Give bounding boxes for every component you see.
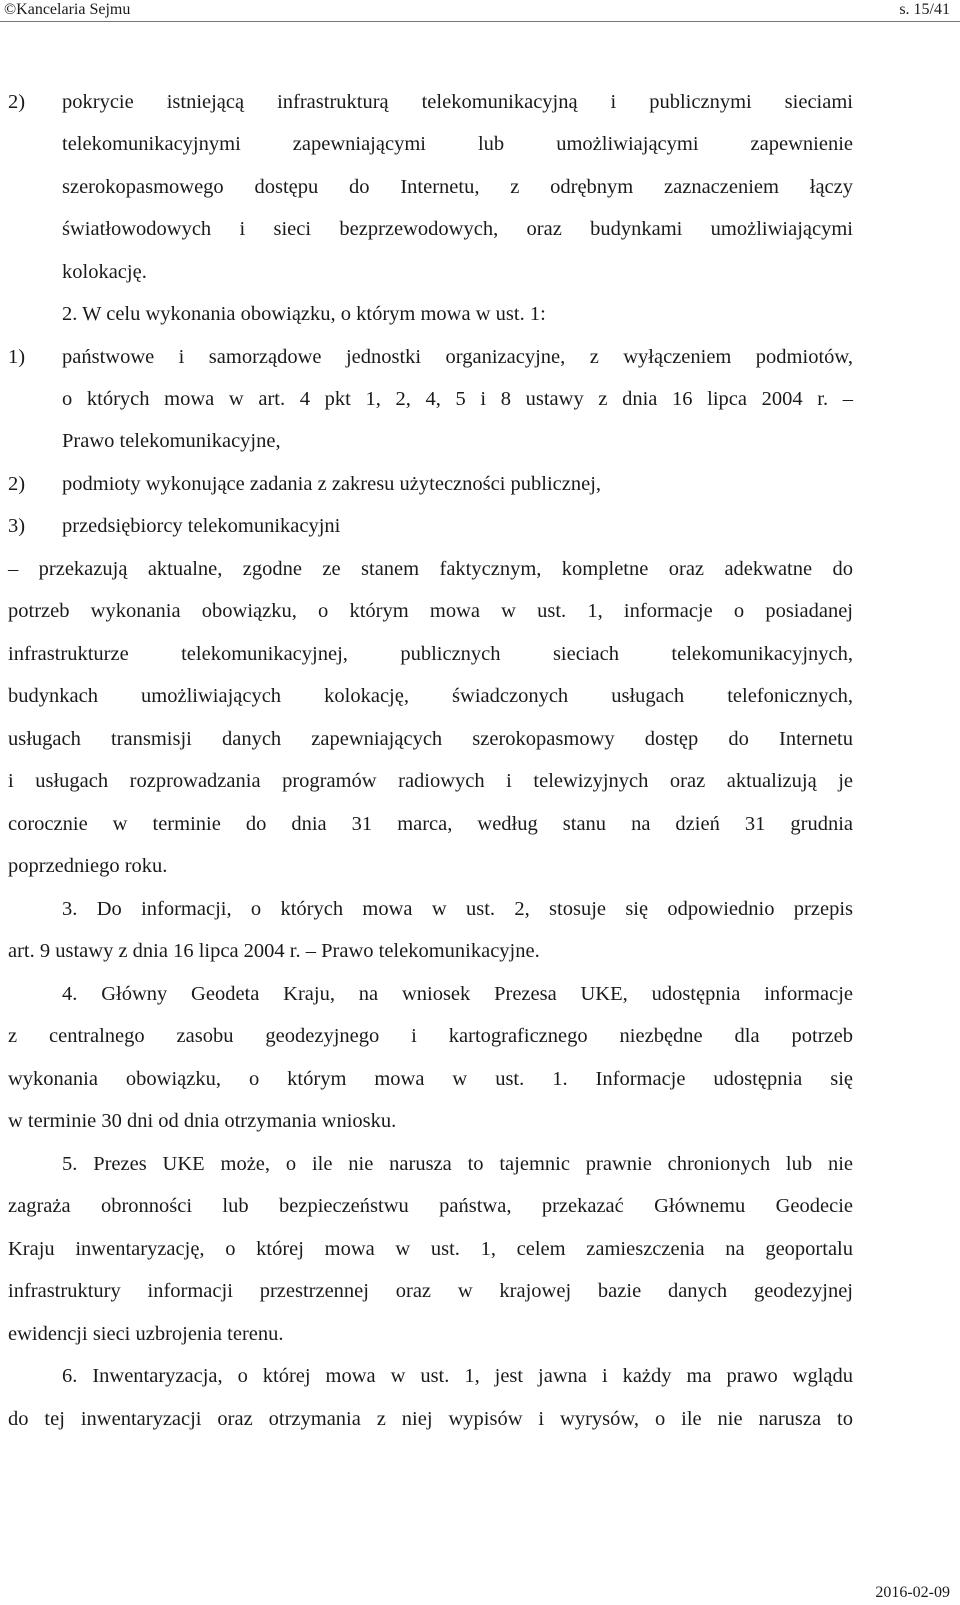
text-line: państwowe i samorządowe jednostki organizacyjne, z wyłączeniem podmiotów, (62, 346, 853, 368)
list-item-number: 2) (8, 473, 26, 495)
text-line: Kraju inwentaryzację, o której mowa w ust. 1, celem zamieszczenia na geoportalu (8, 1238, 853, 1260)
text-line: 5. Prezes UKE może, o ile nie narusza to tajemnic prawnie chronionych lub nie (62, 1153, 853, 1175)
text-line: kolokację. (62, 261, 147, 283)
header-page-number: s. 15/41 (899, 1, 950, 18)
footer-date: 2016-02-09 (875, 1584, 950, 1601)
text-line: do tej inwentaryzacji oraz otrzymania z niej wypisów i wyrysów, o ile nie narusza to (8, 1408, 853, 1430)
text-line: art. 9 ustawy z dnia 16 lipca 2004 r. – Prawo telekomunikacyjne. (8, 940, 540, 962)
text-line: 3. Do informacji, o których mowa w ust. 2, stosuje się odpowiednio przepis (62, 898, 853, 920)
text-line: o których mowa w art. 4 pkt 1, 2, 4, 5 i 8 ustawy z dnia 16 lipca 2004 r. – (62, 388, 853, 410)
text-line: infrastrukturze telekomunikacyjnej, publicznych sieciach telekomunikacyjnych, (8, 643, 853, 665)
list-item-number: 3) (8, 515, 26, 537)
text-line: 4. Główny Geodeta Kraju, na wniosek Prezesa UKE, udostępnia informacje (62, 983, 853, 1005)
text-line: i usługach rozprowadzania programów radiowych i telewizyjnych oraz aktualizują je (8, 770, 853, 792)
text-line: podmioty wykonujące zadania z zakresu użyteczności publicznej, (62, 473, 602, 495)
list-item-number: 1) (8, 346, 26, 368)
text-line: budynkach umożliwiających kolokację, świadczonych usługach telefonicznych, (8, 685, 853, 707)
text-line: 6. Inwentaryzacja, o której mowa w ust. 1, jest jawna i każdy ma prawo wglądu (62, 1365, 853, 1387)
text-line: wykonania obowiązku, o którym mowa w ust. 1. Informacje udostępnia się (8, 1068, 853, 1090)
text-line: w terminie 30 dni od dnia otrzymania wniosku. (8, 1110, 397, 1132)
paragraph-2-heading: 2. W celu wykonania obowiązku, o którym mowa w ust. 1: (62, 303, 546, 325)
text-line: z centralnego zasobu geodezyjnego i kartograficznego niezbędne dla potrzeb (8, 1025, 853, 1047)
header-copyright: ©Kancelaria Sejmu (4, 1, 131, 18)
text-line: corocznie w terminie do dnia 31 marca, według stanu na dzień 31 grudnia (8, 813, 853, 835)
text-line: usługach transmisji danych zapewniających szerokopasmowy dostęp do Internetu (8, 728, 853, 750)
text-line: telekomunikacyjnymi zapewniającymi lub umożliwiającymi zapewnienie (62, 133, 853, 155)
header-divider (0, 21, 960, 22)
text-line: szerokopasmowego dostępu do Internetu, z odrębnym zaznaczeniem łączy (62, 176, 853, 198)
text-line: potrzeb wykonania obowiązku, o którym mowa w ust. 1, informacje o posiadanej (8, 600, 853, 622)
text-line: zagraża obronności lub bezpieczeństwu państwa, przekazać Głównemu Geodecie (8, 1195, 853, 1217)
text-line: przedsiębiorcy telekomunikacyjni (62, 515, 341, 537)
text-line: ewidencji sieci uzbrojenia terenu. (8, 1323, 284, 1345)
text-line: poprzedniego roku. (8, 855, 168, 877)
text-line: – przekazują aktualne, zgodne ze stanem faktycznym, kompletne oraz adekwatne do (8, 558, 853, 580)
text-line: pokrycie istniejącą infrastrukturą telekomunikacyjną i publicznymi sieciami (62, 91, 853, 113)
list-item-number: 2) (8, 91, 26, 113)
text-line: Prawo telekomunikacyjne, (62, 430, 281, 452)
text-line: infrastruktury informacji przestrzennej oraz w krajowej bazie danych geodezyjnej (8, 1280, 853, 1302)
text-line: światłowodowych i sieci bezprzewodowych, oraz budynkami umożliwiającymi (62, 218, 853, 240)
